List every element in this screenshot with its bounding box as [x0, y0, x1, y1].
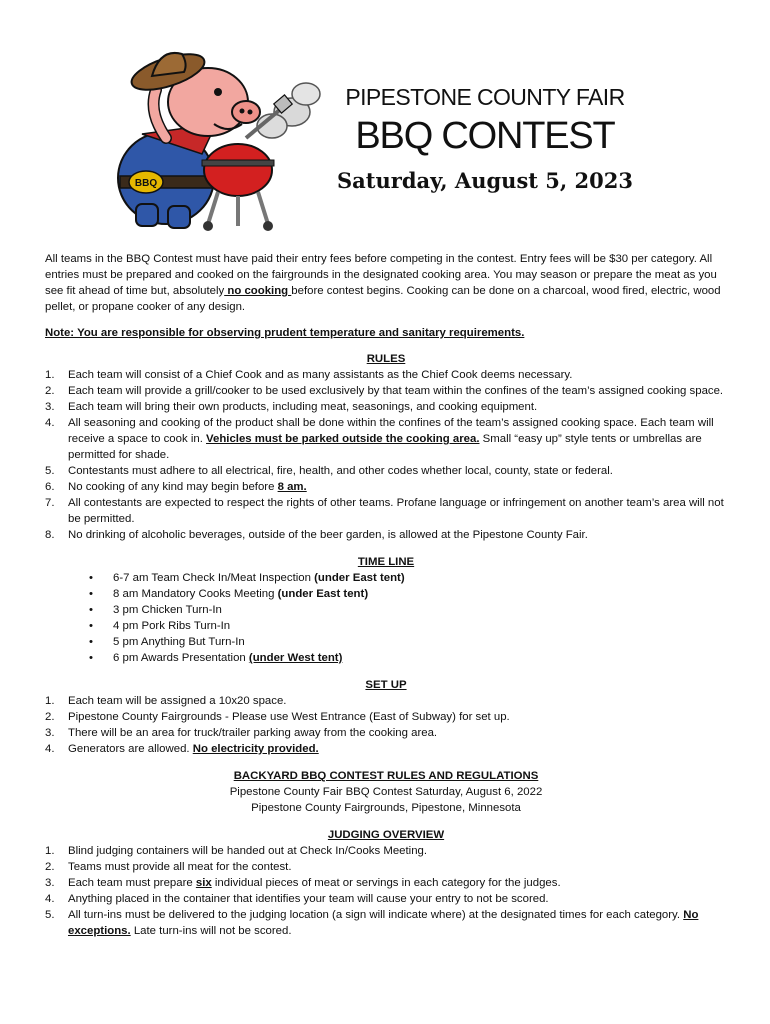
- setup-list: [45, 693, 727, 757]
- item-text: Each team will consist of a Chief Cook and as many assistants as the Chief Cook deems necessary.: [68, 369, 573, 381]
- item-text: Each team will bring their own products, including meat, seasonings, and cooking equipment.: [68, 401, 538, 413]
- fair-title: PIPESTONE COUNTY FAIR: [345, 84, 625, 110]
- item-number: 1.: [45, 369, 55, 381]
- item-text: 4 pm Pork Ribs Turn-In: [113, 620, 231, 632]
- bullet-icon: •: [89, 604, 93, 616]
- item-emphasis: six: [195, 877, 212, 889]
- section-spacer: [45, 816, 727, 827]
- bullet-icon: •: [89, 636, 93, 648]
- list-item: [45, 650, 727, 666]
- backyard-heading: BACKYARD BBQ CONTEST RULES AND REGULATIONS: [233, 770, 539, 782]
- item-number: 3.: [45, 401, 55, 413]
- item-text: No drinking of alcoholic beverages, outside of the beer garden, is allowed at the Pipestone County Fair.: [68, 529, 588, 541]
- item-text: All contestants are expected to respect the rights of other teams. Profane language or infringement on another team’s area will not be permitted.: [68, 497, 724, 525]
- note-line: Note: You are responsible for observing prudent temperature and sanitary requirements.: [45, 327, 525, 339]
- item-emphasis: No exceptions.: [68, 909, 699, 937]
- list-item: [45, 479, 727, 495]
- timeline-list: [45, 570, 727, 666]
- backyard-line-1: Pipestone County Fair BBQ Contest Saturday, August 6, 2022: [229, 786, 543, 798]
- list-item: [45, 709, 727, 725]
- item-number: 4.: [45, 893, 55, 905]
- list-item: [45, 570, 727, 586]
- item-text: All seasoning and cooking of the product shall be done within the confines of the team’s assigned cooking space. Each team will receive a space to cook in.: [68, 417, 714, 445]
- item-number: 1.: [45, 845, 55, 857]
- item-text: 3 pm Chicken Turn-In: [113, 604, 222, 616]
- list-item: [45, 367, 727, 383]
- item-number: 7.: [45, 497, 55, 509]
- item-text: Each team must prepare: [68, 877, 196, 889]
- item-emphasis: Vehicles must be parked outside the cooking area.: [206, 433, 480, 445]
- item-number: 3.: [45, 727, 55, 739]
- item-number: 2.: [45, 711, 55, 723]
- item-text: 8 am Mandatory Cooks Meeting: [113, 588, 278, 600]
- list-item: [45, 859, 727, 875]
- item-text: 6 pm Awards Presentation: [113, 652, 249, 664]
- list-item: [45, 618, 727, 634]
- list-item: [45, 415, 727, 463]
- item-text: Late turn-ins will not be scored.: [130, 925, 292, 937]
- item-text: Each team will be assigned a 10x20 space.: [68, 695, 287, 707]
- list-item: [45, 741, 727, 757]
- list-item: [45, 602, 727, 618]
- item-text: Generators are allowed.: [68, 743, 193, 755]
- item-emphasis: (under West tent): [248, 652, 343, 664]
- contest-title: BBQ CONTEST: [355, 115, 615, 157]
- timeline-heading: TIME LINE: [357, 556, 415, 568]
- intro-text-2: before contest begins. Cooking can be done on a charcoal, wood fired, electric, wood pellet, or propane cooker of any design.: [45, 285, 721, 313]
- item-text: There will be an area for truck/trailer parking away from the cooking area.: [68, 727, 438, 739]
- list-item: [45, 463, 727, 479]
- flyer-body: [45, 251, 727, 950]
- list-item: [45, 843, 727, 859]
- item-number: 8.: [45, 529, 55, 541]
- judging-heading: JUDGING OVERVIEW: [327, 829, 445, 841]
- setup-heading: SET UP: [365, 679, 407, 691]
- list-item: [45, 586, 727, 602]
- list-item: [45, 907, 727, 939]
- item-text: Teams must provide all meat for the contest.: [68, 861, 292, 873]
- item-text: Contestants must adhere to all electrical, fire, health, and other codes whether local, county, state or federal.: [68, 465, 613, 477]
- item-text: Blind judging containers will be handed out at Check In/Cooks Meeting.: [68, 845, 428, 857]
- judging-list: [45, 843, 727, 939]
- list-item: [45, 399, 727, 415]
- item-emphasis: No electricity provided.: [192, 743, 319, 755]
- rules-list: [45, 367, 727, 543]
- item-text: Anything placed in the container that identifies your team will cause your entry to not be scored.: [68, 893, 549, 905]
- list-item: [45, 383, 727, 399]
- item-text: Each team will provide a grill/cooker to be used exclusively by that team within the confines of the team’s assigned cooking space.: [68, 385, 724, 397]
- item-number: 6.: [45, 481, 55, 493]
- item-number: 2.: [45, 861, 55, 873]
- item-text: 6-7 am Team Check In/Meat Inspection: [113, 572, 315, 584]
- intro-text-1: All teams in the BBQ Contest must have paid their entry fees before competing in the contest. Entry fees will be $30 per category. All entries must be prepared and cooked on the fairgrounds in the designated cooking area. You may season or prepare the meat as you see fit ahead of time but, absolutely: [45, 253, 717, 297]
- bullet-icon: •: [89, 620, 93, 632]
- item-number: 2.: [45, 385, 55, 397]
- bullet-icon: •: [89, 652, 93, 664]
- item-number: 1.: [45, 695, 55, 707]
- item-emphasis: 8 am.: [277, 481, 307, 493]
- bullet-icon: •: [89, 572, 93, 584]
- item-number: 4.: [45, 417, 55, 429]
- item-text: individual pieces of meat or servings in each category for the judges.: [211, 877, 561, 889]
- list-item: [45, 527, 727, 543]
- item-text: Pipestone County Fairgrounds - Please use West Entrance (East of Subway) for set up.: [68, 711, 510, 723]
- item-number: 5.: [45, 465, 55, 477]
- item-text: All turn-ins must be delivered to the judging location (a sign will indicate where) at the designated times for each category.: [68, 909, 684, 921]
- list-item: [45, 495, 727, 527]
- list-item: [45, 891, 727, 907]
- item-emphasis: (under East tent): [314, 572, 405, 584]
- item-text: Small “easy up” style tents or umbrellas are permitted for shade.: [68, 433, 702, 461]
- list-item: [45, 875, 727, 891]
- item-text: 5 pm Anything But Turn-In: [113, 636, 245, 648]
- rules-heading: RULES: [366, 353, 406, 365]
- intro-paragraph: [45, 251, 727, 315]
- belt-buckle-label: BBQ: [134, 178, 158, 189]
- contest-date: Saturday, August 5, 2023: [337, 168, 633, 193]
- item-text: No cooking of any kind may begin before: [68, 481, 278, 493]
- backyard-line-2: Pipestone County Fairgrounds, Pipestone, Minnesota: [251, 802, 521, 814]
- list-item: [45, 634, 727, 650]
- item-number: 4.: [45, 743, 55, 755]
- intro-emphasis: no cooking: [224, 285, 292, 297]
- bullet-icon: •: [89, 588, 93, 600]
- item-number: 3.: [45, 877, 55, 889]
- item-number: 5.: [45, 909, 55, 921]
- item-emphasis: (under East tent): [277, 588, 369, 600]
- list-item: [45, 725, 727, 741]
- list-item: [45, 693, 727, 709]
- pig-chef-mascot-icon: [96, 42, 328, 234]
